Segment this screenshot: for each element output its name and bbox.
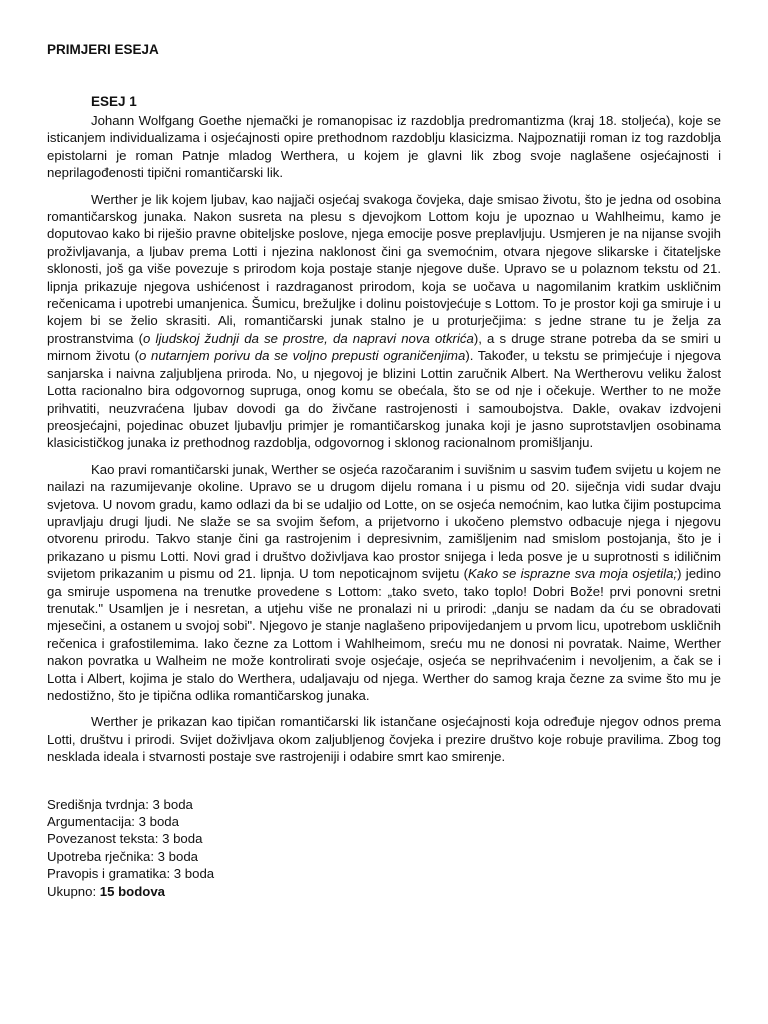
essay-paragraph bbox=[47, 713, 721, 765]
essay-paragraph bbox=[47, 112, 721, 182]
paragraph-text-segment: Kao pravi romantičarski junak, Werther se osjeća razočaranim i suvišnim u sasvim tuđem svijetu u kojem ne nailazi na razumijevanje okoline. Upravo se u drugom dijelu romana i u pismu od 20. siječnja vidi sudar dvaju svjetova. U novom gradu, kamo odlazi da bi se udaljio od Lotte, on se osjeća nemoćnim, kao lutka čijim postupcima upravljaju drugi ljudi. Ne slaže se sa svojim šefom, a prijetvorno i ukočeno plemstvo odbacuje njega i njegovu otvorenu prirodu. Takvo stanje čini ga rastrojenim i depresivnim, zamišljenim nad smislom postojanja, što je i prikazano u pismu Lotti. Novi grad i društvo doživljava kao prostor snijega i leda posve je u suprotnosti s idiličnim svijetom prikazanim u pismu od 21. lipnja. U tom nepoticajnom svijetu ( bbox=[47, 461, 721, 582]
score-line: Argumentacija: 3 boda bbox=[47, 814, 179, 830]
score-total bbox=[47, 883, 721, 900]
paragraph-italic-segment: Kako se isprazne sva moja osjetila; bbox=[468, 566, 678, 582]
paragraph-text-segment: ), a s druge strane potreba da se smiri u mirnom životu ( bbox=[47, 330, 721, 364]
essay-heading: ESEJ 1 bbox=[91, 94, 137, 109]
paragraph-text-segment: Johann Wolfgang Goethe njemački je romanopisac iz razdoblja predromantizma (kraj 18. stoljeća), koje se isticanjem individualizama i osjećajnosti opire prethodnom razdoblju klasicizma. Najpoznatiji roman iz tog razdoblja epistolarni je roman Patnje mladog Werthera, u kojem je glavni lik zbog svoje naglašene osjećajnosti i neprilagođenosti tipični romantičarski lik. bbox=[47, 113, 721, 181]
score-line: Pravopis i gramatika: 3 boda bbox=[47, 866, 215, 882]
paragraph-text-segment: ) jedino ga smiruje uspomena na trenutke provedene s Lottom: „tako sveto, tako toplo! Dobri Bože! prvi ponovni sretni trenutak." Usamljen je i nesretan, a utjehu više ne pronalazi ni u prirodi: „danju se nadam da ću se obradovati mjesečini, a ostanem u svojoj sobi". Njegovo je stanje naglašeno pripovijedanjem u prvom licu, upotrebom uskličnih rečenica i grafostilemima. Iako čezne za Lottom i Wahlheimom, sreću mu ne donosi ni povratak. Naime, Werther nakon povratka u Walheim ne može kontrolirati svoje osjećaje, osjeća se neprihvaćenim i nevoljenim, a čak se i Lotta i Albert, kojima je stalo do Werthera, udaljavaju od njega. Werther do samog kraja čezne za svime što mu je nedostižno, što je tipična odlika romantičarskog junaka. bbox=[47, 566, 721, 703]
essay-paragraph bbox=[47, 191, 721, 452]
document-title: PRIMJERI ESEJA bbox=[47, 42, 159, 57]
score-list bbox=[47, 796, 721, 900]
paragraph-text-segment: Werther je lik kojem ljubav, kao najjači osjećaj svakoga čovjeka, daje smisao životu, što je jedna od osobina romantičarskog junaka. Nakon susreta na plesu s djevojkom Lottom koju je upoznao u Wahlheimu, kamo je doputovao kako bi riješio pravne obiteljske poslove, njega emocije posve preplavljuju. Usmjeren je na nijanse svojih proživljavanja, a ljubav prema Lotti i njezina naklonost čini ga svemoćnim, otvara njegove slikarske i čitateljske sklonosti, još ga više povezuje s prirodom koja postaje stanje njegove duše. Upravo se u polaznom tekstu od 21. lipnja prikazuje njegova ushićenost i razdraganost prirodom, koja se uočava u nagomilanim kratkim uskličnim rečenicama i upotrebi umanjenica. Šumicu, brežuljke i dolinu poistovjećuje s Lottom. To je prostor koji ga smiruje i u kojem bi se želio skrasiti. Ali, romantičarski junak stalno je u proturječjima: s jedne strane tu je želja za prostranstvima ( bbox=[47, 191, 721, 346]
score-line: Upotreba rječnika: 3 boda bbox=[47, 848, 199, 864]
document-page bbox=[47, 40, 721, 900]
paragraph-text-segment: ). Također, u tekstu se primjećuje i njegova sanjarska i naivna zaljubljena priroda. No, u njegovoj je blizini Lottin zaručnik Albert. Na Wertherovu veliku žalost Lotta racionalno bira odgovornog supruga, onog komu se obećala, što se od nje i očekuje. Werther to ne može prihvatiti, neuzvraćena ljubav dovodi ga do živčane rastrojenosti i samoubojstva. Dakle, ovakav izdvojeni preosjećajni, pojedinac obuzet ljubavlju primjer je romantičarskog junaka koji je jasno suprotstavljen osobinama klasicističkog junaka iz prethodnog razdoblja, odgovornog i sklonog racionalnom promišljanju. bbox=[47, 348, 721, 451]
score-line: Središnja tvrdnja: 3 boda bbox=[47, 796, 193, 812]
essay-body bbox=[47, 112, 721, 766]
score-total-value: 15 bodova bbox=[99, 883, 166, 899]
score-line: Povezanost teksta: 3 boda bbox=[47, 831, 203, 847]
paragraph-italic-segment: o nutarnjem porivu da se voljno prepusti ograničenjima bbox=[139, 348, 466, 364]
paragraph-text-segment: Werther je prikazan kao tipičan romantičarski lik istančane osjećajnosti koja određuje njegov odnos prema Lotti, društvu i prirodi. Svijet doživljava okom zaljubljenog čovjeka i prezire društvo koje robuje pravilima. Zbog tog nesklada ideala i stvarnosti postaje sve rastrojeniji i odabire smrt kao smirenje. bbox=[47, 714, 721, 765]
score-total-prefix: Ukupno: bbox=[47, 883, 100, 899]
essay-paragraph bbox=[47, 461, 721, 705]
paragraph-italic-segment: o ljudskoj žudnji da se prostre, da napravi nova otkrića bbox=[143, 330, 474, 346]
